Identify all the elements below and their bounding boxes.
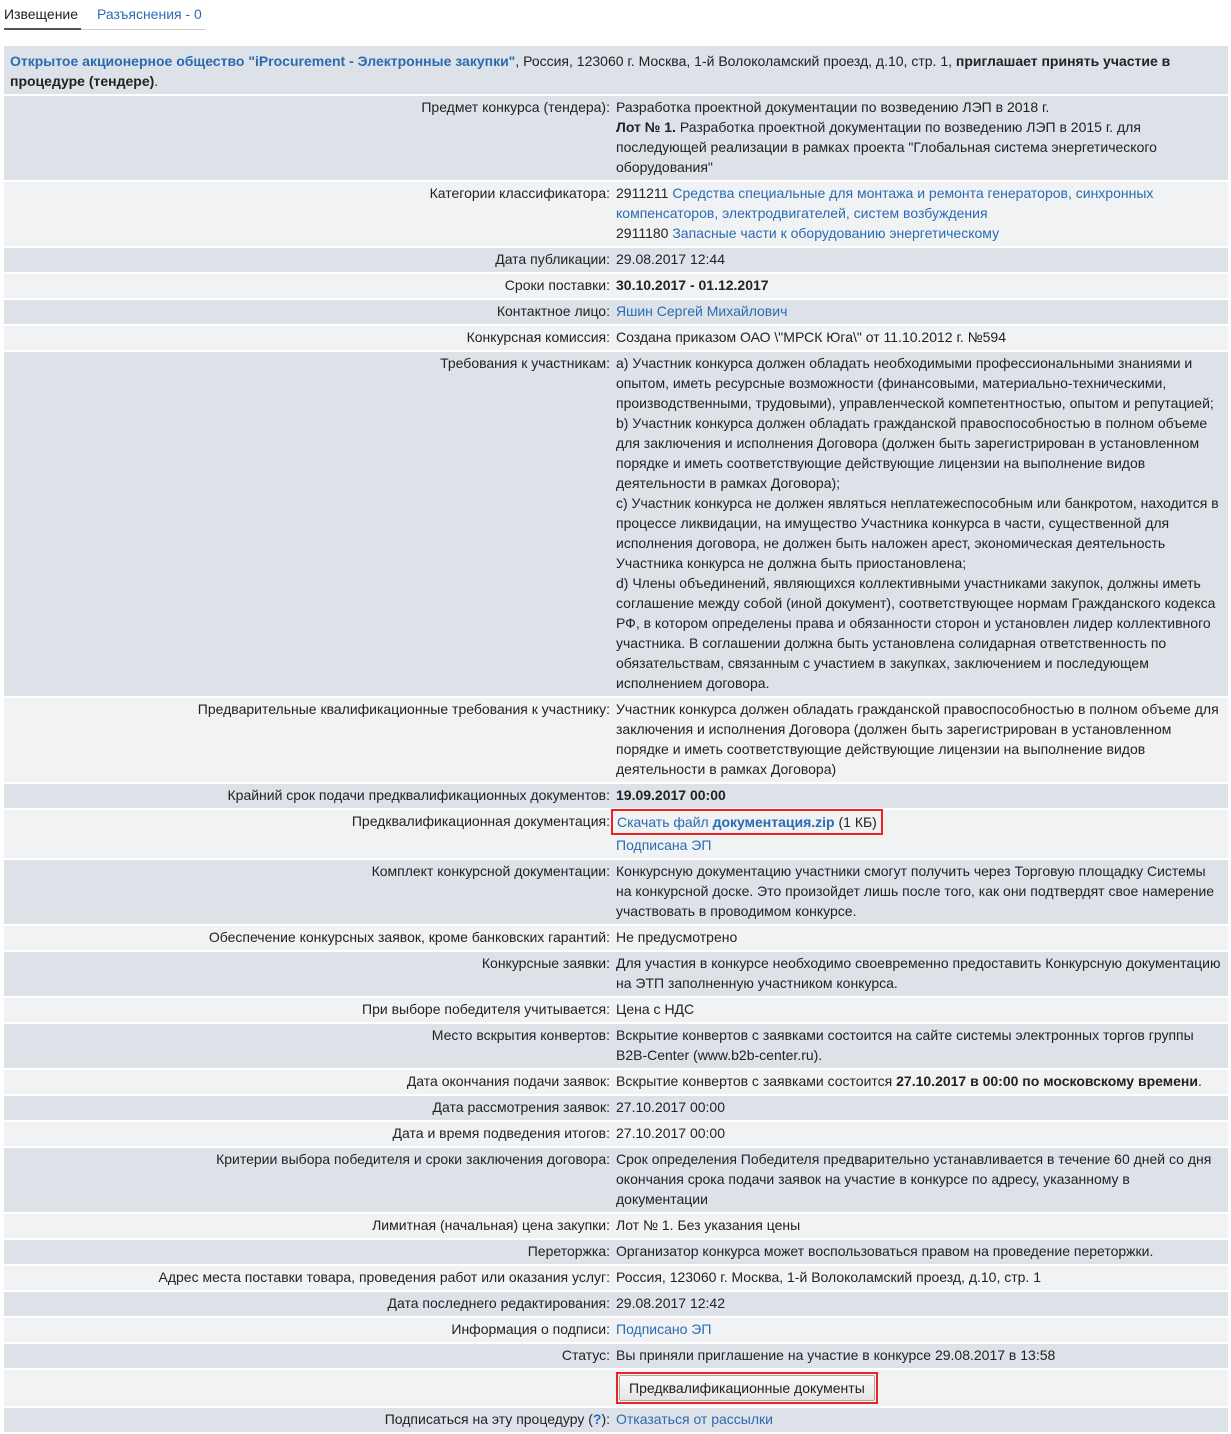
field-label: Конкурсная комиссия: xyxy=(4,326,616,350)
row-doc-kit xyxy=(4,860,1228,924)
field-value: 27.10.2017 00:00 xyxy=(616,1096,1228,1120)
field-label: Сроки поставки: xyxy=(4,274,616,298)
field-value xyxy=(616,1408,1228,1432)
field-value xyxy=(616,810,1228,858)
notice-header-row xyxy=(4,46,1228,94)
field-value xyxy=(616,1318,1228,1342)
row-categories xyxy=(4,182,1228,246)
row-opening-place xyxy=(4,1024,1228,1068)
signature-link[interactable]: Подписано ЭП xyxy=(616,1321,712,1337)
field-label: Переторжка: xyxy=(4,1240,616,1264)
help-link[interactable]: ? xyxy=(592,1411,602,1427)
row-contact xyxy=(4,300,1228,324)
tab-bar xyxy=(0,0,1231,38)
field-value: Цена с НДС xyxy=(616,998,1228,1022)
row-criteria xyxy=(4,1148,1228,1212)
row-edited xyxy=(4,1292,1228,1316)
field-label: Контактное лицо: xyxy=(4,300,616,324)
signed-link[interactable]: Подписана ЭП xyxy=(616,837,712,853)
field-label: Критерии выбора победителя и сроки заключения договора: xyxy=(4,1148,616,1212)
row-delivery xyxy=(4,274,1228,298)
row-security xyxy=(4,926,1228,950)
tab-divider xyxy=(81,29,205,30)
field-label: Место вскрытия конвертов: xyxy=(4,1024,616,1068)
row-published xyxy=(4,248,1228,272)
file-size: (1 КБ) xyxy=(834,814,877,830)
field-value: Срок определения Победителя предварительно устанавливается в течение 60 дней со дня окончания срока подачи заявок на участие в конкурсе по адресу, указанному в документации xyxy=(616,1148,1228,1212)
row-requirements xyxy=(4,352,1228,696)
field-label: При выборе победителя учитывается: xyxy=(4,998,616,1022)
row-review xyxy=(4,1096,1228,1120)
field-label: Категории классификатора: xyxy=(4,182,616,246)
row-subject xyxy=(4,96,1228,180)
field-label: Дата рассмотрения заявок: xyxy=(4,1096,616,1120)
field-value: 29.08.2017 12:44 xyxy=(616,248,1228,272)
field-label: Дата публикации: xyxy=(4,248,616,272)
download-link[interactable]: Скачать файл документация.zip xyxy=(617,814,835,830)
field-value: 27.10.2017 00:00 xyxy=(616,1122,1228,1146)
field-label: Дата окончания подачи заявок: xyxy=(4,1070,616,1094)
field-value: 30.10.2017 - 01.12.2017 xyxy=(616,274,1228,298)
field-label: Предквалификационная документация: xyxy=(4,810,616,858)
row-signature xyxy=(4,1318,1228,1342)
field-label: Конкурсные заявки: xyxy=(4,952,616,996)
notice-panel xyxy=(4,44,1228,1434)
category-link[interactable]: Запасные части к оборудованию энергетическому xyxy=(672,225,1000,241)
row-address xyxy=(4,1266,1228,1290)
field-label: Дата последнего редактирования: xyxy=(4,1292,616,1316)
invite-text: приглашает принять участие в процедуре (тендере) xyxy=(10,53,1171,89)
row-rebid xyxy=(4,1240,1228,1264)
field-label: Статус: xyxy=(4,1344,616,1368)
active-tab-indicator xyxy=(4,28,81,30)
field-value: Вскрытие конвертов с заявками состоится 27.10.2017 в 00:00 по московскому времени. xyxy=(616,1070,1228,1094)
notice-table xyxy=(4,44,1228,1434)
field-value: 2911211 Средства специальные для монтажа и ремонта генераторов, синхронных компенсаторов, электродвигателей, систем возбуждения 2911180 Запасные части к оборудованию энергетическому xyxy=(616,182,1228,246)
field-value: Создана приказом ОАО \"МРСК Юга\" от 11.10.2012 г. №594 xyxy=(616,326,1228,350)
field-label: Лимитная (начальная) цена закупки: xyxy=(4,1214,616,1238)
field-value: 29.08.2017 12:42 xyxy=(616,1292,1228,1316)
row-winner-basis xyxy=(4,998,1228,1022)
notice-header: Открытое акционерное общество "iProcurement - Электронные закупки", Россия, 123060 г. Москва, 1-й Волоколамский проезд, д.10, стр. 1, приглашает принять участие в процедуре (тендере). xyxy=(4,46,1228,94)
row-button xyxy=(4,1370,1228,1406)
field-value: Участник конкурса должен обладать гражданской правоспособностью в полном объеме для заключения и исполнения Договора (должен быть зарегистрирован в установленном порядке и иметь соответствующие действующие лицензии на выполнение видов деятельности в рамках Договора) xyxy=(616,698,1228,782)
download-highlight xyxy=(611,809,883,835)
prequal-documents-button[interactable]: Предквалификационные документы xyxy=(619,1375,875,1401)
field-label: Требования к участникам: xyxy=(4,352,616,696)
contact-link[interactable]: Яшин Сергей Михайлович xyxy=(616,303,788,319)
field-value: Вы приняли приглашение на участие в конкурсе 29.08.2017 в 13:58 xyxy=(616,1344,1228,1368)
field-label: Крайний срок подачи предквалификационных документов: xyxy=(4,784,616,808)
field-value: Конкурсную документацию участники смогут получить через Торговую площадку Системы на конкурсной доске. Это произойдет лишь после того, как они подтвердят свое намерение участвовать в проводимом конкурсе. xyxy=(616,860,1228,924)
category-link[interactable]: Средства специальные для монтажа и ремонта генераторов, синхронных компенсаторов, электродвигателей, систем возбуждения xyxy=(616,185,1154,221)
field-value: Для участия в конкурсе необходимо своевременно предоставить Конкурсную документацию на ЭТП заполненную участником конкурса. xyxy=(616,952,1228,996)
tab-notice[interactable]: Извещение xyxy=(4,6,79,22)
field-value xyxy=(616,300,1228,324)
field-value: Разработка проектной документации по возведению ЛЭП в 2018 г. Лот № 1. Разработка проектной документации по возведению ЛЭП в 2015 г. для последующей реализации в рамках проекта "Глобальная система энергетического оборудования" xyxy=(616,96,1228,180)
organizer-link[interactable]: Открытое акционерное общество "iProcurement - Электронные закупки" xyxy=(10,53,516,69)
field-label: Предмет конкурса (тендера): xyxy=(4,96,616,180)
row-subscribe xyxy=(4,1408,1228,1432)
field-value: Организатор конкурса может воспользоваться правом на проведение переторжки. xyxy=(616,1240,1228,1264)
field-value: Лот № 1. Без указания цены xyxy=(616,1214,1228,1238)
unsubscribe-link[interactable]: Отказаться от рассылки xyxy=(616,1411,773,1427)
field-label: Дата и время подведения итогов: xyxy=(4,1122,616,1146)
row-deadline xyxy=(4,1070,1228,1094)
row-prequal-requirements xyxy=(4,698,1228,782)
row-status xyxy=(4,1344,1228,1368)
row-applications xyxy=(4,952,1228,996)
field-value: a) Участник конкурса должен обладать необходимыми профессиональными знаниями и опытом, иметь ресурсные возможности (финансовыми, материально-техническими, производственными, трудовыми), управленческой компетентностью, опытом и репутацией; b) Участник конкурса должен обладать гражданской правоспособностью в полном объеме для заключения и исполнения Договора (должен быть зарегистрирован в установленном порядке и иметь соответствующие действующие лицензии на выполнение видов деятельности в рамках Договора); c) Участник конкурса не должен являться неплатежеспособным или банкротом, находится в процессе ликвидации, на имущество Участника конкурса в части, существенной для исполнения договора, не должен быть наложен арест, экономическая деятельность Участника конкурса не должна быть приостановлена; d) Члены объединений, являющихся коллективными участниками закупок, должны иметь соглашение между собой (иной документ), соответствующее нормам Гражданского кодекса РФ, в котором определены права и обязанности сторон и установлен лидер коллективного участника. В соглашении должна быть установлена солидарная ответственность по обязательствам, связанным с участием в закупках, заключением и последующем исполнением договора. xyxy=(616,352,1228,696)
row-commission xyxy=(4,326,1228,350)
field-label: Адрес места поставки товара, проведения работ или оказания услуг: xyxy=(4,1266,616,1290)
row-results xyxy=(4,1122,1228,1146)
button-highlight xyxy=(616,1372,878,1404)
field-label: Обеспечение конкурсных заявок, кроме банковских гарантий: xyxy=(4,926,616,950)
organizer-address: , Россия, 123060 г. Москва, 1-й Волоколамский проезд, д.10, стр. 1, xyxy=(515,53,956,69)
field-label: Комплект конкурсной документации: xyxy=(4,860,616,924)
row-price xyxy=(4,1214,1228,1238)
field-value: Вскрытие конвертов с заявками состоится на сайте системы электронных торгов группы B2B-Center (www.b2b-center.ru). xyxy=(616,1024,1228,1068)
row-prequal-docs xyxy=(4,810,1228,858)
field-label: Подписаться на эту процедуру (?): xyxy=(4,1408,616,1432)
field-value: 19.09.2017 00:00 xyxy=(616,784,1228,808)
field-value: Россия, 123060 г. Москва, 1-й Волоколамский проезд, д.10, стр. 1 xyxy=(616,1266,1228,1290)
field-label: Предварительные квалификационные требования к участнику: xyxy=(4,698,616,782)
field-label: Информация о подписи: xyxy=(4,1318,616,1342)
tab-clarifications[interactable]: Разъяснения - 0 xyxy=(97,6,202,22)
field-value: Не предусмотрено xyxy=(616,926,1228,950)
row-prequal-deadline xyxy=(4,784,1228,808)
